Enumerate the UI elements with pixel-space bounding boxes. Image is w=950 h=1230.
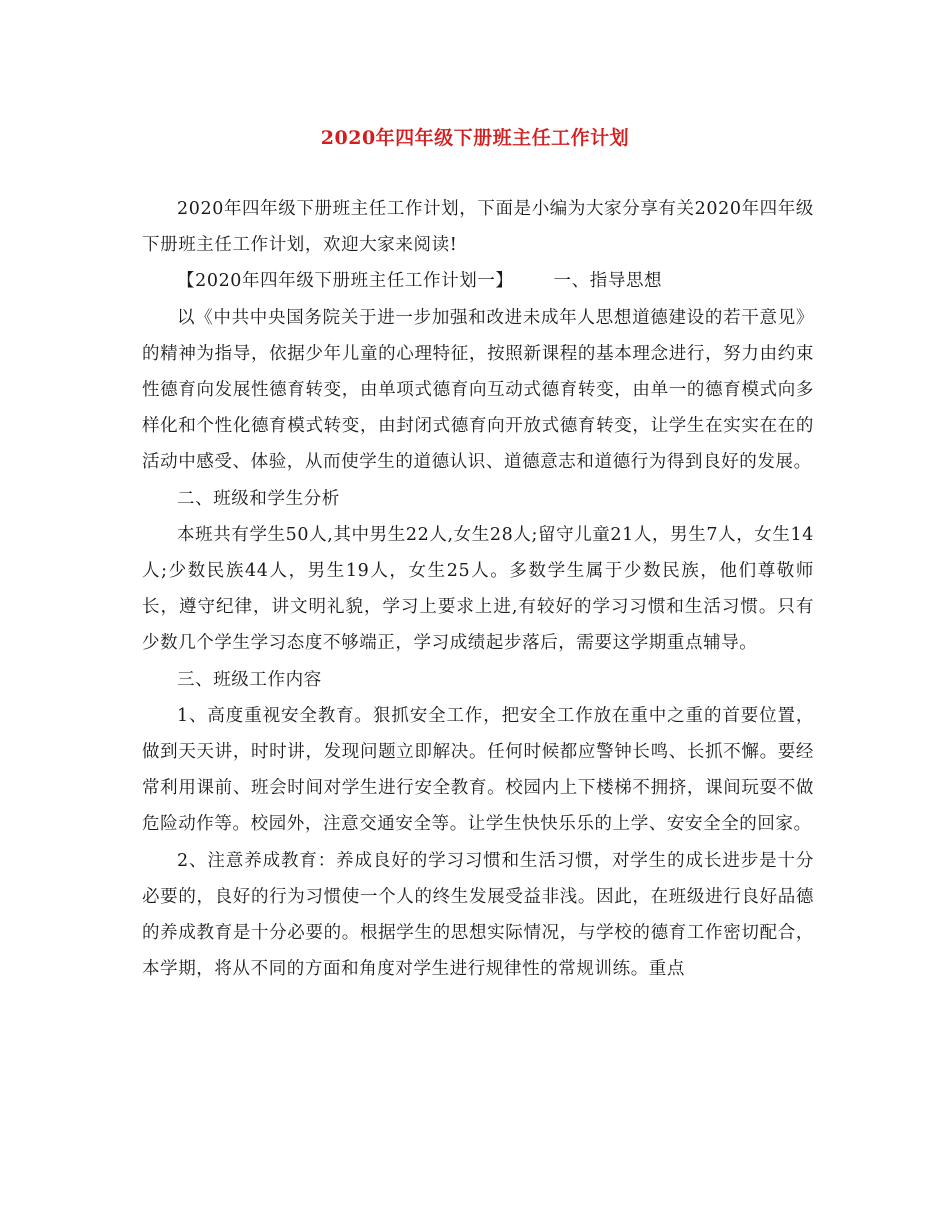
document-title: 2020年四年级下册班主任工作计划 (320, 127, 630, 149)
section3-heading: 三、班级工作内容 (177, 669, 322, 690)
section3-item-2: 2、注意养成教育：养成良好的学习习惯和生活习惯，对学生的成长进步是十分必要的，良好的行为习惯使一个人的终生发展受益非浅。因此，在班级进行良好品德的养成教育是十分必要的。根据学生的思想实际情况，与学校的德育工作密切配合，本学期，将从不同的方面和角度对学生进行规律性的常规训练。重点 (142, 850, 814, 980)
section1-heading: 一、指导思想 (553, 271, 663, 292)
plan-heading-line (142, 263, 814, 299)
section1-paragraph: 以《中共中央国务院关于进一步加强和改进未成年人思想道德建设的若干意见》的精神为指导，依据少年儿童的心理特征，按照新课程的基本理念进行，努力由约束性德育向发展性德育转变，由单项式德育向互动式德育转变，由单一的德育模式向多样化和个性化德育模式转变，由封闭式德育向开放式德育转变，让学生在实实在在的活动中感受、体验，从而使学生的道德认识、道德意志和道德行为得到良好的发展。 (142, 307, 814, 473)
section2-heading: 二、班级和学生分析 (177, 488, 340, 509)
section3-item-1: 1、高度重视安全教育。狠抓安全工作，把安全工作放在重中之重的首要位置，做到天天讲，时时讲，发现问题立即解决。任何时候都应警钟长鸣、长抓不懈。要经常利用课前、班会时间对学生进行安全教育。校园内上下楼梯不拥挤，课间玩耍不做危险动作等。校园外，注意交通安全等。让学生快快乐乐的上学、安安全全的回家。 (142, 705, 814, 835)
plan-subtitle: 【2020年四年级下册班主任工作计划一】 (177, 271, 514, 292)
section2-paragraph: 本班共有学生50人,其中男生22人,女生28人;留守儿童21人，男生7人，女生14人;少数民族44人，男生19人，女生25人。多数学生属于少数民族，他们尊敬师长，遵守纪律，讲文明礼貌，学习上要求上进,有较好的学习习惯和生活习惯。只有少数几个学生学习态度不够端正，学习成绩起步落后，需要这学期重点辅导。 (142, 524, 814, 654)
document-body (142, 191, 814, 987)
intro-paragraph: 2020年四年级下册班主任工作计划，下面是小编为大家分享有关2020年四年级下册班主任工作计划，欢迎大家来阅读! (142, 199, 814, 256)
